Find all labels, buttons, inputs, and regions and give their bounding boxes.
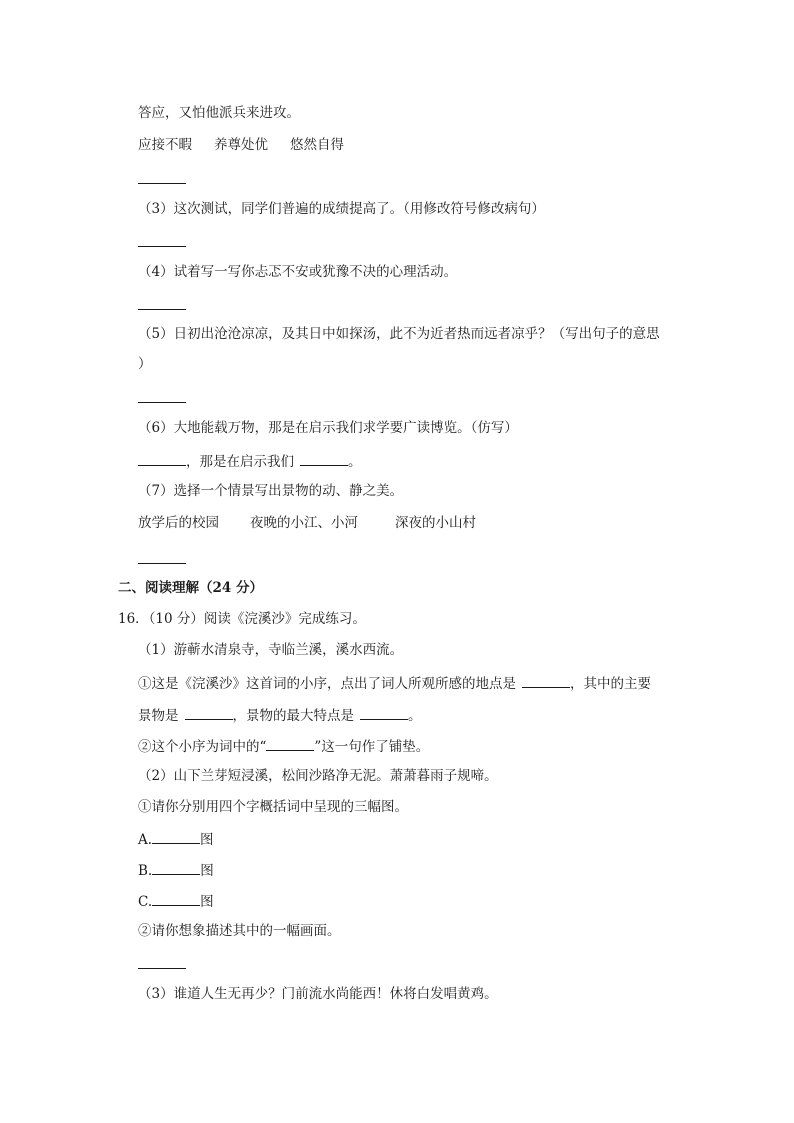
answer-blank[interactable] <box>138 563 186 564</box>
option-c: C. 图 <box>138 891 214 911</box>
answer-blank[interactable] <box>266 736 314 751</box>
question-5: （5）日初出沧沧凉凉，及其日中如探汤，此不为近者热而远者凉乎？（写出句子的意思 <box>138 326 660 342</box>
question-4: （4）试着写一写你忐忑不安或犹豫不决的心理活动。 <box>138 264 458 280</box>
word-option: 悠然自得 <box>290 137 344 153</box>
answer-blank[interactable] <box>152 860 200 875</box>
word-option: 应接不暇 <box>138 137 192 153</box>
answer-blank[interactable] <box>138 309 186 310</box>
answer-blank[interactable] <box>138 402 186 403</box>
answer-blank[interactable] <box>360 705 408 720</box>
subquestion-1-1-cont: 景物是 ，景物的最大特点是 。 <box>138 705 422 725</box>
question-6-fill: ，那是在启示我们 。 <box>138 451 362 471</box>
subquestion-1-1: ①这是《浣溪沙》这首词的小序，点出了词人所观所感的地点是 ，其中的主要 <box>138 673 651 693</box>
answer-blank[interactable] <box>138 968 186 969</box>
answer-blank[interactable] <box>152 891 200 906</box>
scene-options <box>138 514 476 532</box>
poem-part-3: （3）谁道人生无再少？门前流水尚能西！休将白发唱黄鸡。 <box>138 986 498 1002</box>
answer-blank[interactable] <box>138 183 186 184</box>
scene-option: 夜晚的小江、小河 <box>250 515 358 531</box>
poem-part-2: （2）山下兰芽短浸溪，松间沙路净无泥。萧萧暮雨子规啼。 <box>138 768 498 784</box>
question-16: 16．（10 分）阅读《浣溪沙》完成练习。 <box>118 611 366 627</box>
word-options <box>138 136 344 154</box>
option-a: A. 图 <box>138 829 214 849</box>
subquestion-1-2: ②这个小序为词中的“ ”这一句作了铺垫。 <box>138 736 429 756</box>
subquestion-2-1: ①请你分别用四个字概括词中呈现的三幅图。 <box>138 799 408 815</box>
option-b: B. 图 <box>138 860 214 880</box>
scene-option: 放学后的校园 <box>138 515 219 531</box>
section-heading: 二、阅读理解（24 分） <box>118 580 263 596</box>
answer-blank[interactable] <box>185 705 233 720</box>
subquestion-2-2: ②请你想象描述其中的一幅画面。 <box>138 923 341 939</box>
question-6: （6）大地能载万物，那是在启示我们求学要广读博览。（仿写） <box>138 420 518 436</box>
question-5-cont: ） <box>138 356 152 372</box>
word-option: 养尊处优 <box>214 137 268 153</box>
question-3: （3）这次测试，同学们普遍的成绩提高了。（用修改符号修改病句） <box>138 201 545 217</box>
scene-option: 深夜的小山村 <box>395 515 476 531</box>
poem-part-1: （1）游蕲水清泉寺，寺临兰溪，溪水西流。 <box>138 642 404 658</box>
question-7: （7）选择一个情景写出景物的动、静之美。 <box>138 483 404 499</box>
answer-blank[interactable] <box>522 673 570 688</box>
answer-blank[interactable] <box>138 246 186 247</box>
answer-blank[interactable] <box>152 829 200 844</box>
text-line: 答应，又怕他派兵来进攻。 <box>138 105 300 121</box>
answer-blank[interactable] <box>138 451 186 466</box>
answer-blank[interactable] <box>300 451 348 466</box>
